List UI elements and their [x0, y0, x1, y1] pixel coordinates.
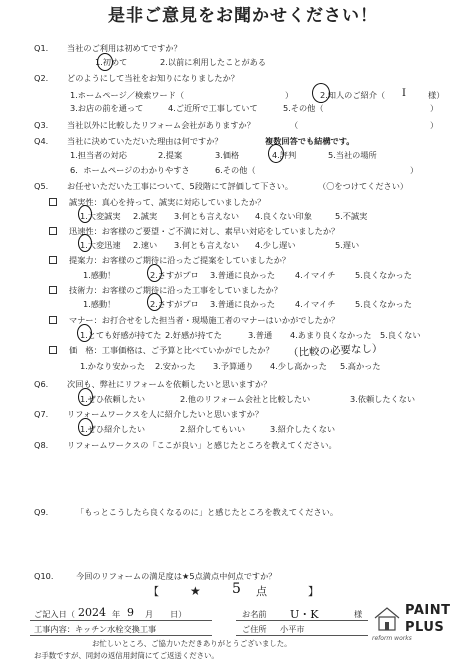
- logo-line-1: PAINT: [405, 603, 451, 618]
- q2-option-3[interactable]: 3.お店の前を通って: [70, 103, 144, 113]
- q5-item-option[interactable]: 5.良くなかった: [355, 270, 412, 280]
- q5-question: お任せいただいた工事について、5段階にて評価して下さい。: [67, 181, 293, 191]
- q1-number: Q1.: [34, 43, 49, 53]
- q5-item-option[interactable]: 4.あまり良くなかった: [290, 330, 372, 340]
- page-title: 是非ご意見をお聞かせください！: [108, 6, 378, 26]
- footer-date-underline: [30, 620, 212, 621]
- q5-item-label: マナー：お打合せをした担当者・現場施工者のマナーはいかがでしたか？: [69, 315, 340, 325]
- q4-option-4[interactable]: 4.評判: [272, 150, 297, 160]
- checkbox[interactable]: [49, 256, 57, 264]
- footer-work-label: 工事内容：キッチン水栓交換工事: [34, 624, 157, 634]
- q5-note: （〇をつけてください）: [318, 181, 409, 191]
- checkbox[interactable]: [49, 198, 57, 206]
- q7-number: Q7.: [34, 409, 49, 419]
- q2-option-2-close: 様）: [428, 90, 445, 100]
- q8-number: Q8.: [34, 440, 49, 450]
- q10-bracket-close: 】: [308, 585, 319, 598]
- answer-circle: [78, 418, 93, 436]
- q2-option-4[interactable]: 4.ご近所で工事していて: [168, 103, 258, 113]
- q2-option-5[interactable]: 5.その他（: [283, 103, 324, 113]
- q3-close: ）: [430, 120, 439, 130]
- footer-address-value: 小平市: [280, 624, 305, 634]
- footer-date-year: 2024: [78, 606, 106, 619]
- q7-option-2[interactable]: 2.紹介してもいい: [180, 424, 246, 434]
- q5-item-option[interactable]: 3.何とも言えない: [174, 240, 240, 250]
- footer-name-value: U・K: [290, 608, 319, 621]
- footer-thanks: お忙しいところ、ご協力いただきありがとうございました。: [92, 639, 292, 648]
- answer-circle: [78, 205, 92, 223]
- footer-date-month-label: 月: [145, 609, 154, 619]
- q3-question: 当社以外に比較したリフォーム会社がありますか？: [67, 120, 255, 130]
- q5-item-option[interactable]: 4.良くない印象: [255, 211, 312, 221]
- q2-option-1-close: ）: [285, 90, 294, 100]
- q1-option-2[interactable]: 2.以前に利用したことがある: [160, 57, 267, 67]
- q5-item-option[interactable]: 2.好感が持てた: [165, 330, 222, 340]
- q7-question: リフォームワークスを人に紹介したいと思いますか？: [67, 409, 264, 419]
- q4-option-1[interactable]: 1.担当者の対応: [70, 150, 127, 160]
- q5-item-label: 迅速性：お客様のご要望・ご不満に対し、素早い対応をしていましたか？: [69, 226, 340, 236]
- footer-date-month: 9: [127, 606, 134, 619]
- footer-work-underline: [30, 635, 212, 636]
- q5-item-option[interactable]: 1.大変迅速: [80, 240, 121, 250]
- q6-option-3[interactable]: 3.依頼したくない: [350, 394, 416, 404]
- checkbox[interactable]: [49, 316, 57, 324]
- footer-date-year-label: 年: [112, 609, 121, 619]
- q5-item-option[interactable]: 1.とても好感が持てた: [80, 330, 162, 340]
- q5-item-option[interactable]: 3.予算通り: [213, 361, 254, 371]
- q10-score: 5: [232, 581, 241, 597]
- q10-number: Q10.: [34, 571, 54, 581]
- q5-item-option[interactable]: 1.かなり安かった: [80, 361, 146, 371]
- q5-item-option[interactable]: 4.少し高かった: [270, 361, 327, 371]
- answer-circle: [97, 53, 113, 71]
- q5-item-option[interactable]: 1.感動！: [83, 270, 116, 280]
- q5-item-option[interactable]: 2.さすがプロ: [150, 299, 199, 309]
- q8-question: リフォームワークスの「ここが良い」と感じたところを教えてください。: [67, 440, 337, 450]
- answer-circle: [268, 144, 284, 163]
- q1-option-1[interactable]: 1.初めて: [95, 57, 128, 67]
- q5-item-option[interactable]: 4.イマイチ: [295, 299, 336, 309]
- q3-open: （: [290, 120, 299, 130]
- q4-option-3[interactable]: 3.価格: [215, 150, 240, 160]
- q5-handwritten-note: （比較の必要なし）: [287, 342, 383, 360]
- q2-number: Q2.: [34, 73, 49, 83]
- q5-item-label: 技術力：お客様のご期待に沿った工事をしていましたか？: [69, 285, 282, 295]
- answer-circle: [77, 324, 92, 342]
- q5-item-label: 誠実性：真心を持って、誠実に対応していましたか？: [69, 197, 266, 207]
- q5-item-option[interactable]: 4.少し遅い: [255, 240, 296, 250]
- q10-question: 今回のリフォームの満足度は★5点満点中何点ですか？: [76, 571, 277, 581]
- q5-item-option[interactable]: 4.イマイチ: [295, 270, 336, 280]
- footer-date-close: 日）: [170, 609, 187, 619]
- q4-option-5[interactable]: 5.当社の場所: [328, 150, 377, 160]
- footer-name-suffix: 様: [354, 609, 363, 619]
- q5-item-option[interactable]: 1.大変誠実: [80, 211, 121, 221]
- q5-item-option[interactable]: 2.さすがプロ: [150, 270, 199, 280]
- footer-date-label: ご記入日（: [34, 609, 75, 619]
- q5-item-option[interactable]: 2.誠実: [133, 211, 158, 221]
- q6-question: 次回も、弊社にリフォームを依頼したいと思いますか？: [67, 379, 272, 389]
- q4-option-7-close: ）: [410, 165, 419, 175]
- q9-question: 「もっとこうしたら良くなるのに」と感じたところを教えてください。: [76, 507, 339, 517]
- checkbox[interactable]: [49, 227, 57, 235]
- q2-option-5-close: ）: [430, 103, 439, 113]
- q4-option-2[interactable]: 2.提案: [158, 150, 183, 160]
- footer-note: お手数ですが、同封の返信用封筒にてご返送ください。: [34, 651, 219, 660]
- answer-circle: [78, 388, 93, 406]
- q5-item-option[interactable]: 5.良くない: [380, 330, 421, 340]
- q7-option-3[interactable]: 3.紹介したくない: [270, 424, 336, 434]
- q10-bracket-open: 【: [148, 585, 159, 598]
- logo-sub: reform works: [372, 635, 412, 642]
- q5-handwritten-note-text: 比較の必要なし: [298, 343, 373, 359]
- q6-option-1[interactable]: 1.ぜひ依頼したい: [80, 394, 146, 404]
- q2-question: どのようにして当社をお知りになりましたか？: [67, 73, 239, 83]
- logo-line-2: PLUS: [405, 620, 445, 635]
- answer-circle: [78, 234, 92, 252]
- q9-number: Q9.: [34, 507, 49, 517]
- q5-item-option[interactable]: 5.良くなかった: [355, 299, 412, 309]
- q2-option-2[interactable]: 2.知人のご紹介（: [320, 90, 386, 100]
- answer-circle: [147, 293, 162, 311]
- q5-item-option[interactable]: 5.高かった: [340, 361, 381, 371]
- q5-item-label: 価 格：工事価格は、ご予算と比べていかがでしたか？: [69, 345, 274, 355]
- q4-note: 複数回答でも結構です。: [265, 136, 355, 146]
- q4-option-7[interactable]: 6.その他（: [215, 165, 256, 175]
- q5-item-option[interactable]: 2.安かった: [155, 361, 196, 371]
- q6-option-2[interactable]: 2.他のリフォーム会社と比較したい: [180, 394, 311, 404]
- q4-question: 当社に決めていただいた理由は何ですか？: [67, 136, 223, 146]
- q5-number: Q5.: [34, 181, 49, 191]
- q5-item-option[interactable]: 1.感動！: [83, 299, 116, 309]
- star-icon: ★: [190, 584, 201, 598]
- footer-name-label: お名前: [242, 609, 267, 619]
- answer-circle: [312, 83, 330, 103]
- q7-option-1[interactable]: 1.ぜひ紹介したい: [80, 424, 146, 434]
- q1-question: 当社のご利用は初めてですか？: [67, 43, 182, 53]
- q4-option-6[interactable]: 6．ホームページのわかりやすさ: [70, 165, 190, 175]
- q3-number: Q3.: [34, 120, 49, 130]
- q5-item-label: 提案力：お客様のご期待に沿ったご提案をしていましたか？: [69, 255, 291, 265]
- house-logo-icon: [372, 604, 402, 634]
- footer-address-label: ご住所: [242, 624, 267, 634]
- q5-item-option[interactable]: 3.何とも言えない: [174, 211, 240, 221]
- q4-number: Q4.: [34, 136, 49, 146]
- q5-item-option[interactable]: 3.普通に良かった: [210, 299, 276, 309]
- q5-item-option[interactable]: 5.遅い: [335, 240, 360, 250]
- q5-item-option[interactable]: 3.普通: [248, 330, 273, 340]
- q5-item-option[interactable]: 3.普通に良かった: [210, 270, 276, 280]
- answer-circle: [147, 264, 162, 282]
- q10-unit: 点: [256, 585, 267, 598]
- q5-item-option[interactable]: 2.速い: [133, 240, 158, 250]
- checkbox[interactable]: [49, 346, 57, 354]
- footer-address-underline: [236, 635, 368, 636]
- checkbox[interactable]: [49, 286, 57, 294]
- q6-number: Q6.: [34, 379, 49, 389]
- q5-item-option[interactable]: 5.不誠実: [335, 211, 368, 221]
- q2-handwritten-name: I: [402, 88, 406, 99]
- footer-name-underline: [236, 620, 368, 621]
- q2-option-1[interactable]: 1.ホームページ／検索ワード（: [70, 90, 185, 100]
